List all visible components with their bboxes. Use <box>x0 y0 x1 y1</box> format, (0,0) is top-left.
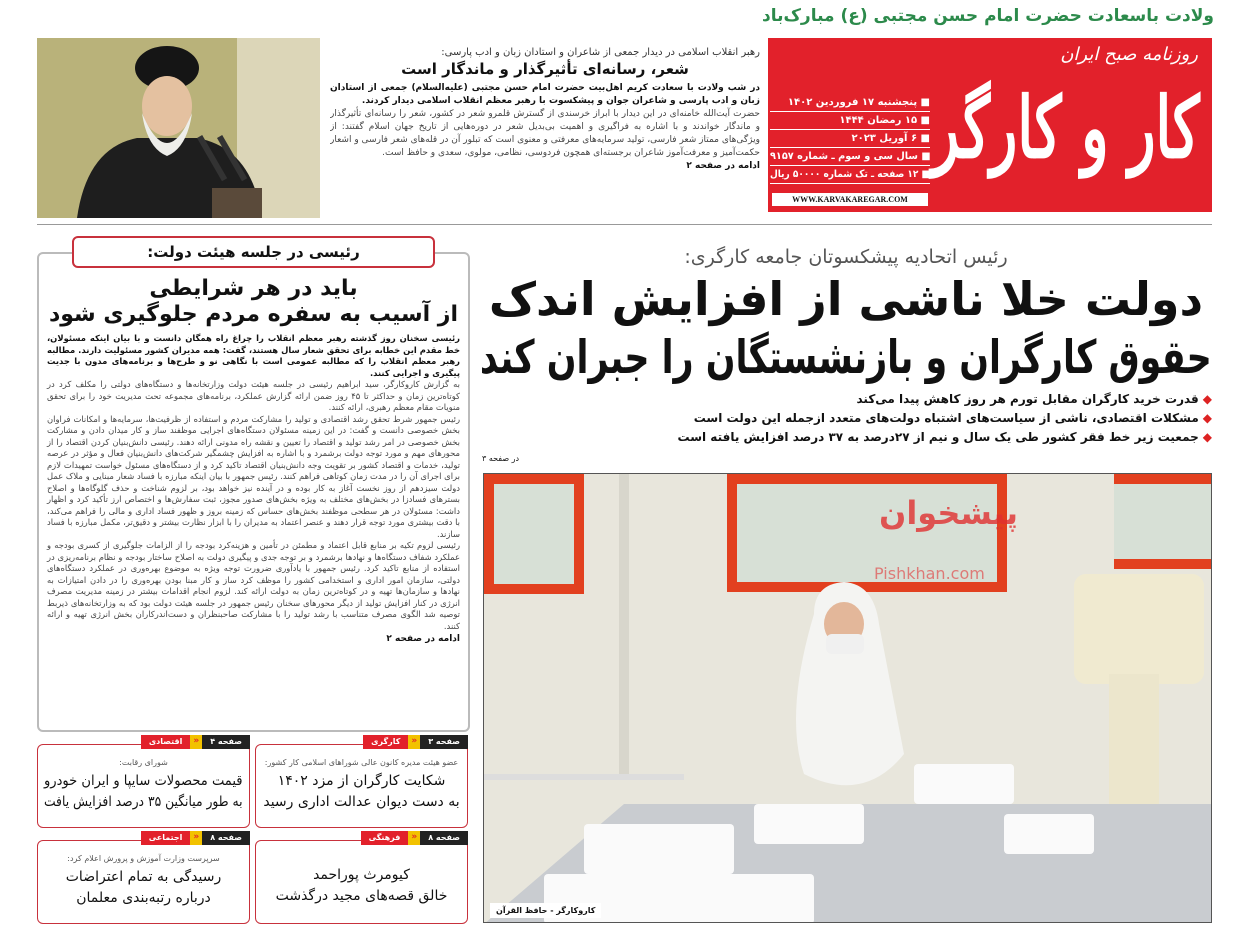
teaser-card-economy[interactable] <box>37 736 250 828</box>
teaser-card-labor[interactable] <box>255 736 468 828</box>
occasion-banner: ولادت باسعادت حضرت امام حسن مجتبی (ع) مبارک‌باد <box>762 6 1214 26</box>
left-story-kicker: رئیسی در جلسه هیئت دولت: <box>72 236 435 268</box>
section-label: فرهنگی <box>361 831 409 845</box>
newspaper-logo-text: کار و کارگر <box>932 78 1200 177</box>
bullet-item <box>480 428 1212 447</box>
page-label: صفحه ۸ <box>420 831 468 845</box>
page-reference[interactable]: در صفحه ۳ <box>482 454 520 463</box>
website-link[interactable]: WWW.KARVAKAREGAR.COM <box>772 193 928 206</box>
bullet-text: قدرت خرید کارگران مقابل تورم هر روز کاهش پیدا می‌کند <box>856 392 1199 406</box>
lead-story <box>330 46 760 220</box>
card-headline <box>262 771 461 813</box>
issue-info-text: ■ سال سی و سوم ـ شماره ۹۱۵۷ <box>769 151 930 162</box>
issue-info <box>770 94 930 184</box>
left-paragraph: رئیسی لزوم تکیه بر منابع قابل اعتماد و مطمئن در تأمین و هزینه‌کرد بودجه را از الزامات جلوگیری از کسری بودجه و عملکرد شفاف دستگاه‌ها و نهادها برشمرد و بر توجه جدی و پیگیری دولت به اصلاح ساختار بودجه و نظام برنامه‌ریزی در استفاده از منابع تاکید کرد. رئیس جمهور با یادآوری ضرورت توجه ویژه به موضوع بهره‌وری در عملکرد دستگاه‌های دولتی، سازمان امور اداری و استخدامی کشور را موظف کرد ساز و کار مبنا بودن بهره‌وری را در دادن امتیازات به نهادها و سازمان‌ها تهیه و در کوتاه‌ترین زمان به دولت ارائه کند. لزوم انجام اقدامات بیشتر در زمینه مدیریت مصرف انرژی در کنار افزایش تولید از دیگر محورهای سخنان رئیس جمهور در جلسه هیئت دولت بود که به وزارتخانه‌های ذیربط توصیه شد الگوی مصرف متناسب با رشد تولید را با مشارکت صاحبنظران و دست‌اندرکاران بخش انرژی تهیه و ارائه کنند. <box>47 540 460 631</box>
bullet-item <box>480 390 1212 409</box>
card-headline-text: کیومرث پوراحمد <box>313 867 410 883</box>
card-headline-line <box>262 886 461 907</box>
photo-illustration <box>484 474 1212 923</box>
main-headline-line1 <box>480 270 1212 328</box>
diamond-icon: ◆ <box>1202 392 1212 406</box>
section-tag <box>361 831 468 845</box>
section-tag <box>363 735 468 749</box>
bullet-text: جمعیت زیر خط فقر کشور طی یک سال و نیم از ۲۷درصد به ۳۷ درصد افزایش یافته است <box>677 430 1199 444</box>
issue-date-hijri <box>770 112 930 130</box>
section-tag <box>141 831 250 845</box>
page-label: صفحه ۳ <box>420 735 468 749</box>
leader-photo <box>37 38 320 218</box>
left-lead: رئیسی سخنان روز گذشته رهبر معظم انقلاب را چراغ راه همگان دانست و با بیان اینکه مسئولان، خط مقدم این خطابه برای تحقق شعار سال هستند، گفت: همه مدیران کشور مسئولیت دارند. مطالبه رهبر معظم انقلاب را که مطالبه عمومی است با نگاهی نو و طرح‌ها و برنامه‌های مدون با جدیت پیگیری و اجرایی کنند. <box>47 333 460 378</box>
issue-number <box>770 148 930 166</box>
lead-headline[interactable]: شعر، رسانه‌ای تأثیرگذار و ماندگار است <box>401 60 689 78</box>
left-headline-line2: از آسیب به سفره مردم جلوگیری شود <box>48 302 459 327</box>
teaser-card-culture[interactable] <box>255 832 468 924</box>
chevron-icon: « <box>408 831 420 845</box>
card-headline <box>44 867 243 909</box>
diamond-icon: ◆ <box>1202 430 1212 444</box>
left-headline[interactable] <box>47 276 460 328</box>
chevron-icon: « <box>190 831 202 845</box>
card-headline-text: شکایت کارگران از مزد ۱۴۰۲ <box>277 773 446 789</box>
chevron-icon: « <box>408 735 420 749</box>
card-kicker <box>44 853 243 864</box>
photo-caption: کاروکارگر - حافظ القرآن <box>490 903 601 918</box>
issue-date-persian <box>770 94 930 112</box>
page-label: صفحه ۴ <box>202 735 250 749</box>
card-headline-line <box>262 792 461 813</box>
section-label: اقتصادی <box>141 735 191 749</box>
card-kicker-text: شورای رقابت: <box>119 758 168 767</box>
main-headline-text: دولت خلا ناشی از افزایش اندک <box>488 272 1204 326</box>
main-headline-line2 <box>480 328 1212 386</box>
lead-kicker: رهبر انقلاب اسلامی در دیدار جمعی از شاعران و استادان زبان و ادب پارسی: <box>441 47 760 58</box>
card-headline-text: رسیدگی به تمام اعتراضات <box>65 869 222 885</box>
card-headline <box>262 865 461 907</box>
main-kicker: رئیس اتحادیه پیشکسوتان جامعه کارگری: <box>684 246 1008 268</box>
main-headline[interactable] <box>480 270 1212 386</box>
lead-intro: در شب ولادت با سعادت کریم اهل‌بیت حضرت امام حسن مجتبی (علیه‌السلام) جمعی از استادان زبان و ادب پارسی و شاعران جوان و پیشکسوت با رهبر معظم انقلاب اسلامی دیدار کردند. <box>330 83 760 106</box>
section-tag <box>141 735 250 749</box>
newspaper-logo <box>932 78 1200 177</box>
bullet-text: مشکلات اقتصادی، ناشی از سیاست‌های اشتباه دولت‌های متعدد ازجمله این دولت است <box>693 411 1199 425</box>
card-headline-line <box>262 771 461 792</box>
masthead-subtitle: روزنامه صبح ایران <box>1060 44 1198 65</box>
card-kicker-text: عضو هیئت مدیره کانون عالی شوراهای اسلامی کار کشور: <box>264 758 459 767</box>
main-story <box>480 244 1212 470</box>
watermark-url: Pishkhan.com <box>874 564 985 583</box>
watermark-logo <box>879 494 1018 532</box>
left-paragraph: به گزارش کاروکارگر، سید ابراهیم رئیسی در جلسه هیئت دولت وزارتخانه‌ها و دستگاه‌های دولتی را مکلف کرد در کوتاه‌ترین زمان و حداکثر تا ۴۵ روز ضمن ارائه گزارش عملکرد، برنامه‌های مجموعه تحت مدیریت خود را برای تحقق منویات مقام معظم رهبری، ارائه کنند. <box>47 379 461 412</box>
continue-link[interactable]: ادامه در صفحه ۲ <box>386 634 460 644</box>
issue-price <box>770 166 930 184</box>
lead-body: حضرت آیت‌الله خامنه‌ای در این دیدار با ابراز خرسندی از گسترش قلمرو شعر در کشور، شعر را رسانه‌ای تأثیرگذار و ماندگار خواندند و با اشاره به فراگیری و اهمیت بی‌بدیل شعر در دوره‌هایی از تاریخ جهان اسلام گفتند: از ویژگی‌های ممتاز شعر فارسی، تولید سرمایه‌های معرفتی و معنوی است که تبلور آن در قله‌های شعر فارسی و اشعار حکمت‌آمیز و معرفت‌آموز شاعران برجسته‌ای همچون فردوسی، نظامی، مولوی، سعدی و حافظ است. <box>330 109 760 158</box>
card-headline-text: خالق قصه‌های مجید درگذشت <box>275 888 448 904</box>
divider <box>37 224 1212 225</box>
continue-link[interactable]: ادامه در صفحه ۲ <box>686 161 760 171</box>
card-kicker <box>44 757 243 768</box>
issue-info-text: ■ ۱۵ رمضان ۱۴۴۴ <box>839 115 930 126</box>
issue-info-text: ■ ۱۲ صفحه ـ تک شماره ۵۰۰۰۰ ریال <box>769 169 930 180</box>
diamond-icon: ◆ <box>1202 411 1212 425</box>
issue-info-text: ■ پنجشنبه ۱۷ فروردین ۱۴۰۲ <box>787 97 930 108</box>
section-label: کارگری <box>363 735 408 749</box>
leader-photo-illustration <box>37 38 320 218</box>
card-headline-text: به دست دیوان عدالت اداری رسید <box>263 794 460 810</box>
issue-date-gregorian <box>770 130 930 148</box>
card-headline-text: به طور میانگین ۳۵ درصد افزایش یافت <box>44 794 243 810</box>
card-headline-line <box>44 867 243 888</box>
watermark-text: پیشخوان <box>879 494 1019 532</box>
card-headline <box>44 771 243 813</box>
factory-photo <box>483 473 1212 923</box>
card-headline-text: قیمت محصولات سایپا و ایران خودرو <box>44 773 243 789</box>
card-kicker <box>262 757 461 768</box>
left-headline-line1: باید در هر شرایطی <box>149 276 358 301</box>
card-headline-line <box>262 865 461 886</box>
card-headline-line <box>44 888 243 909</box>
bullet-item <box>480 409 1212 428</box>
left-story <box>37 252 470 732</box>
card-headline-text: درباره رتبه‌بندی معلمان <box>76 890 211 906</box>
page-label: صفحه ۸ <box>202 831 250 845</box>
main-bullets <box>480 390 1212 447</box>
main-headline-text: حقوق کارگران و بازنشستگان را جبران کند <box>480 330 1212 384</box>
card-headline-line <box>44 792 243 813</box>
chevron-icon: « <box>190 735 202 749</box>
card-headline-line <box>44 771 243 792</box>
issue-info-text: ■ ۶ آوریل ۲۰۲۳ <box>851 133 930 144</box>
left-paragraph: رئیس جمهور شرط تحقق رشد اقتصادی و تولید را مشارکت مردم و استفاده از ظرفیت‌ها، سرمایه‌ها و امکانات فراوان بخش خصوصی دانست و گفت: در این زمینه مسئولان دستگاه‌های اجرایی موظفند ساز و کار میدان دادن و مشارکت بخش خصوصی در امر رشد تولید و اقتصاد را تعیین و نقشه راه مدونی ارائه دهند. رئیسی دانش‌بنیان کردن اقتصاد را از محورهای مهم و مورد توجه دولت برشمرد و با اشاره به افزایش چشمگیر شرکت‌های دانش‌بنیان فعال و مؤثر در عرصه تولید، خدمات و اقتصاد کشور بر تقویت وجه دانش‌بنیان اقتصاد تاکید کرد و از دستگاه‌های مسئول خواست تمهیدات لازم برای اجرای آن را در مدت زمان کوتاهی فراهم کنند. رئیس جمهور با بیان اینکه مبارزه با فساد شعار مبنایی و ملاک عمل دولت سیزدهم از روز نخست آغاز به کار بوده و در آینده نیز خواهد بود، بر لزوم شناخت و حذف گلوگاه‌ها و اصلاح بسترهای فسادزا در بخش‌های مختلف به ویژه بخش‌های صدور مجوز، ثبت سفارش‌ها و اختصاص ارز تأکید کرد و اظهار داشت: مسئولان در هر سطحی موظفند بخش‌های حساس که زمینه بروز و ظهور فساد اداری و مالی را فراهم می‌کند، با دقت بیشتری مورد توجه قرار دهند و عنصر اعتماد به مدیران را با ابزار نظارت بیشتر و دقیق‌تر، مکمل مبارزه با فساد سازند. <box>47 413 460 539</box>
section-label: اجتماعی <box>141 831 191 845</box>
teaser-card-social[interactable] <box>37 832 250 924</box>
card-kicker-text: سرپرست وزارت آموزش و پرورش اعلام کرد: <box>67 854 220 863</box>
masthead <box>768 38 1212 212</box>
